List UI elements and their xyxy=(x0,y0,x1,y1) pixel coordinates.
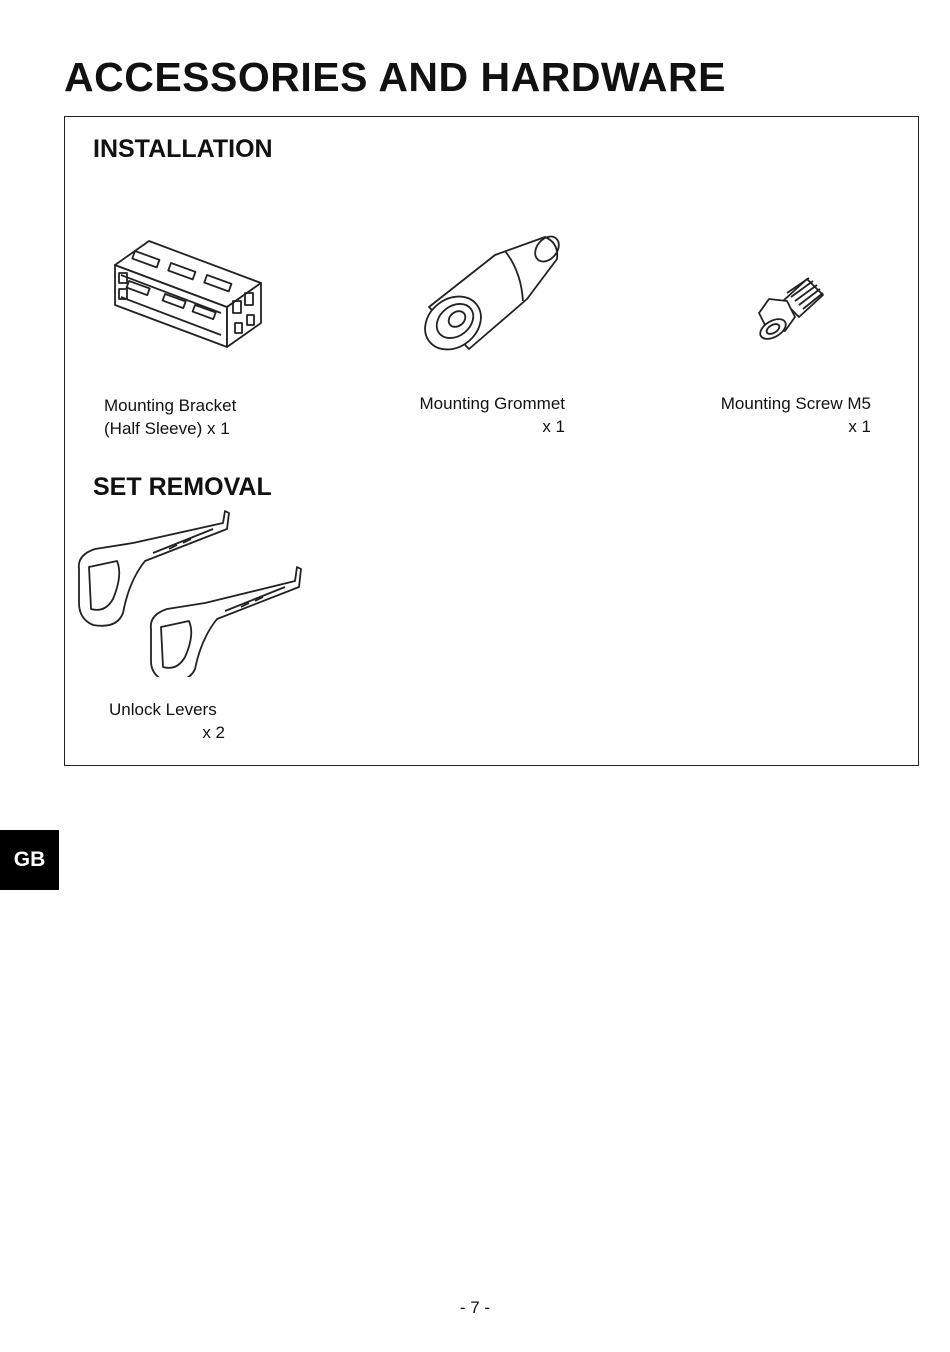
mounting-grommet-name: Mounting Grommet xyxy=(419,394,565,413)
unlock-levers-icon xyxy=(73,505,313,677)
mounting-screw-icon xyxy=(753,271,829,343)
accessories-panel xyxy=(64,116,919,766)
set-removal-heading: SET REMOVAL xyxy=(93,473,272,501)
mounting-screw-name: Mounting Screw M5 xyxy=(720,394,871,413)
unlock-levers-name: Unlock Levers xyxy=(109,700,217,719)
unlock-levers-caption xyxy=(109,698,225,744)
mounting-grommet-icon xyxy=(419,229,563,357)
page-number: - 7 - xyxy=(459,1298,491,1317)
page-title: ACCESSORIES AND HARDWARE xyxy=(64,54,726,100)
mounting-grommet-caption xyxy=(408,392,565,438)
mounting-bracket-name: Mounting Bracket xyxy=(104,396,237,415)
language-tab: GB xyxy=(0,830,59,890)
mounting-bracket-caption xyxy=(104,394,236,440)
mounting-grommet-quantity: x 1 xyxy=(542,417,565,436)
mounting-bracket-icon xyxy=(109,235,265,353)
mounting-screw-caption xyxy=(705,392,871,438)
mounting-screw-quantity: x 1 xyxy=(848,417,871,436)
unlock-levers-quantity: x 2 xyxy=(202,723,225,742)
mounting-bracket-quantity: (Half Sleeve) x 1 xyxy=(104,419,230,438)
installation-heading: INSTALLATION xyxy=(93,135,273,163)
